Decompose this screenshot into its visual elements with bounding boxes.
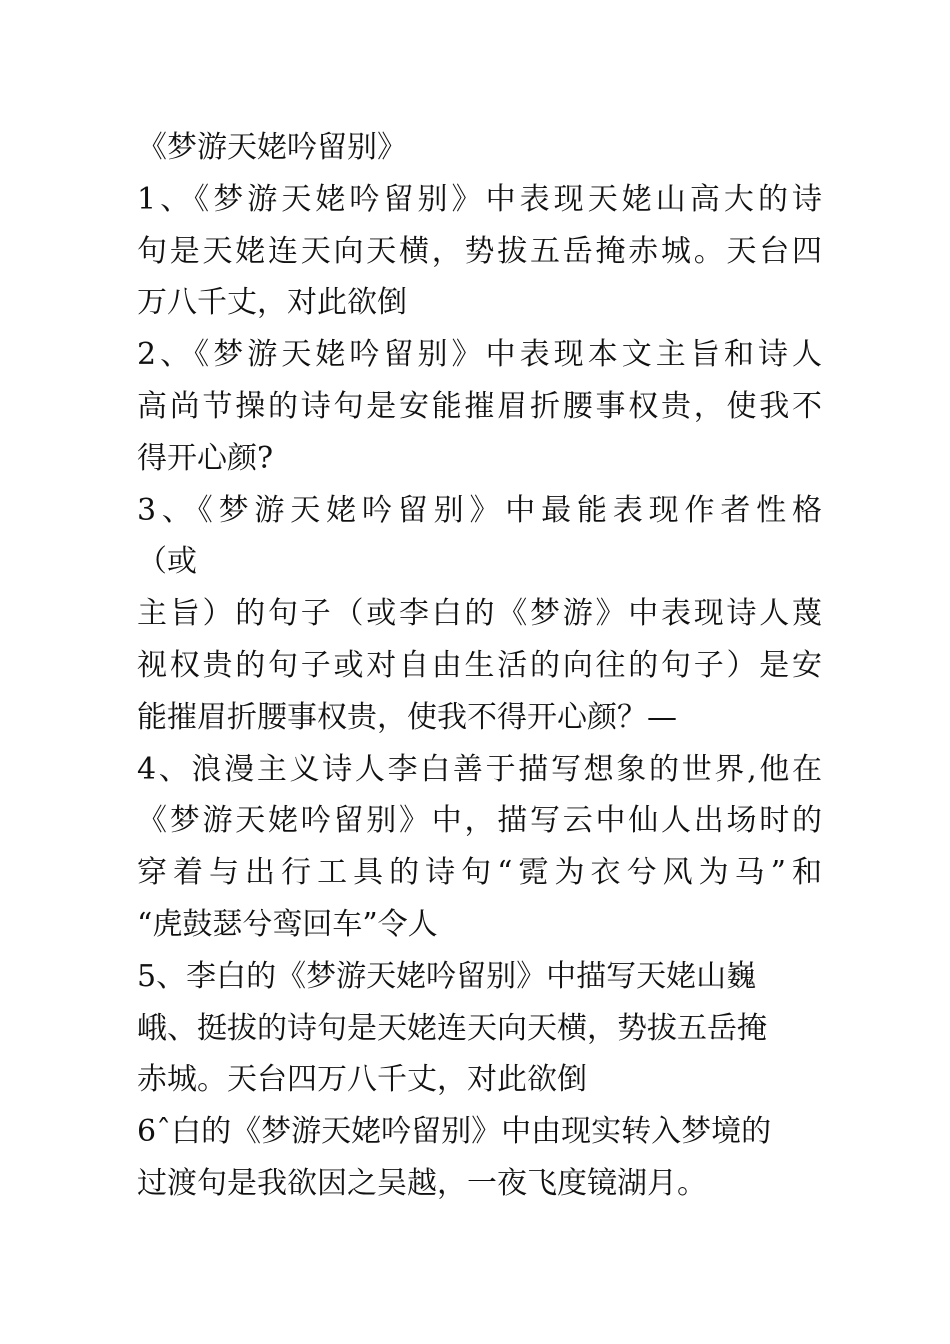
text-line-14: 穿着与出行工具的诗句“霓为衣兮风为马”和 [137, 855, 822, 891]
text-line-12: 4、浪漫主义诗人李白善于描写想象的世界,他在 [137, 751, 822, 787]
text-line-19: 6ˆ白的《梦游天姥吟留别》中由现实转入梦境的 [137, 1114, 772, 1150]
text-line-20: 过渡句是我欲因之吴越，一夜飞度镜湖月。 [137, 1165, 707, 1201]
text-line-11: 能摧眉折腰事权贵，使我不得开心颜？— [137, 699, 677, 735]
text-line-1: 1、《梦游天姥吟留别》中表现天姥山高大的诗 [137, 181, 822, 217]
text-line-18: 赤城。天台四万八千丈，对此欲倒 [137, 1062, 587, 1098]
text-line-5: 高尚节操的诗句是安能摧眉折腰事权贵，使我不 [137, 388, 822, 424]
text-line-9: 主旨）的句子（或李白的《梦游》中表现诗人蔑 [137, 596, 822, 632]
text-line-15: “虎鼓瑟兮鸾回车”令人 [137, 906, 438, 942]
text-line-17: 峨、挺拔的诗句是天姥连天向天横，势拔五岳掩 [137, 1010, 767, 1046]
text-line-8: （或 [137, 544, 197, 580]
text-line-6: 得开心颜? [137, 440, 274, 476]
text-line-4: 2、《梦游天姥吟留别》中表现本文主旨和诗人 [137, 337, 822, 373]
text-line-7: 3、《梦游天姥吟留别》中最能表现作者性格 [137, 492, 822, 528]
text-line-13: 《梦游天姥吟留别》中，描写云中仙人出场时的 [137, 803, 822, 839]
text-line-2: 句是天姥连天向天横，势拔五岳掩赤城。天台四 [137, 233, 822, 269]
text-line-3: 万八千丈，对此欲倒 [137, 285, 407, 321]
document-title: 《梦游天姥吟留别》 [137, 130, 407, 165]
text-line-16: 5、李白的《梦游天姥吟留别》中描写天姥山巍 [137, 958, 757, 994]
text-line-10: 视权贵的句子或对自由生活的向往的句子）是安 [137, 647, 822, 683]
document-body [137, 122, 822, 1210]
